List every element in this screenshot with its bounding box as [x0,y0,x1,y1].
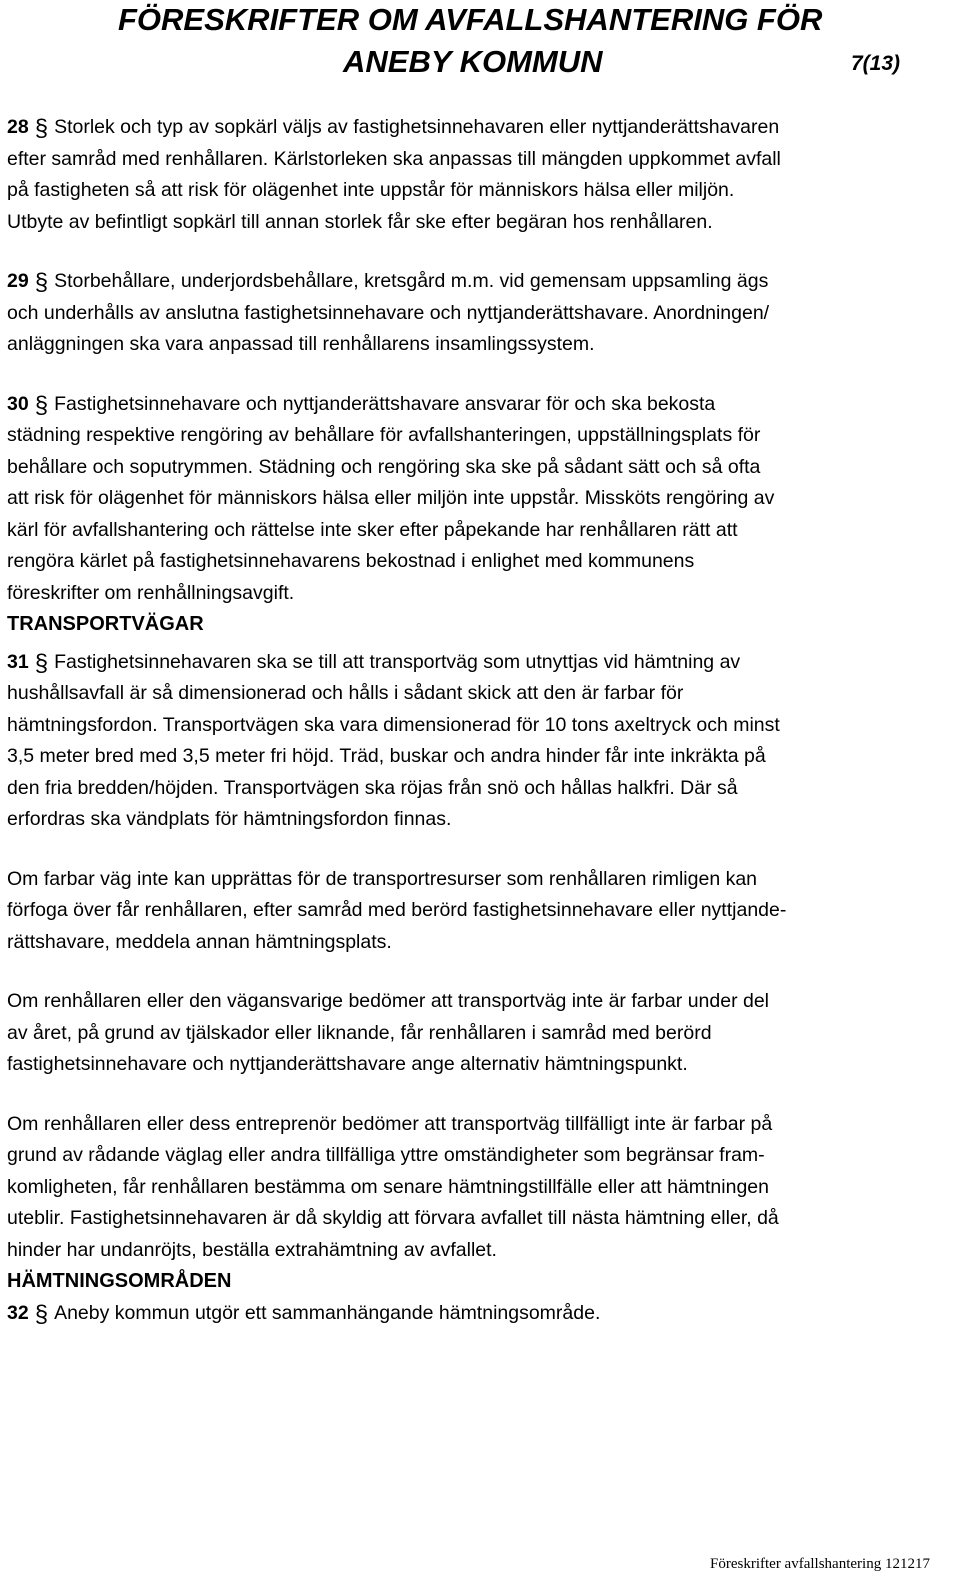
text-line: behållare och soputrymmen. Städning och rengöring ska ske på sådant sätt och så ofta [7,455,761,478]
text-line: Utbyte av befintligt sopkärl till annan storlek får ske efter begäran hos renhållaren. [7,210,713,233]
text-line: rengöra kärlet på fastighetsinnehavarens bekostnad i enlighet med kommunens [7,550,695,572]
section-number: 32 [7,1301,29,1324]
text-line: på fastigheten så att risk för olägenhet inte uppstår för människors hälsa eller miljön. [7,179,735,201]
heading-transportvagar: TRANSPORTVÄGAR [7,613,204,635]
text-line: hämtningsfordon. Transportvägen ska vara dimensionerad för 10 tons axeltryck och minst [7,713,780,736]
paragraph-seasonal-road [7,986,957,1081]
page-header [0,0,960,110]
document-title-line-1: FÖRESKRIFTER OM AVFALLSHANTERING FÖR [118,2,823,37]
text-line: städning respektive rengöring av behållare för avfallshanteringen, uppställningsplats för [7,424,761,446]
section-28 [7,112,957,238]
text-line: förfoga över får renhållaren, efter samråd med berörd fastighetsinnehavare eller nyttjande- [7,899,787,921]
text-line: fastighetsinnehavare och nyttjanderättshavare ange alternativ hämtningspunkt. [7,1053,688,1075]
section-sign-icon: § [34,115,49,142]
text-line: Om farbar väg inte kan upprättas för de transportresurser som renhållaren rimligen kan [7,867,758,890]
heading-hamtningsomraden: HÄMTNINGSOMRÅDEN [7,1270,232,1292]
text-line: 32 § Aneby kommun utgör ett sammanhängande hämtningsområde. [7,1300,601,1328]
text-line: 29 § Storbehållare, underjordsbehållare, kretsgård m.m. vid gemensam uppsamling ägs [7,269,769,296]
section-sign-icon: § [34,269,49,296]
text-line: komligheten, får renhållaren bestämma om senare hämtningstillfälle eller att hämtningen [7,1175,769,1198]
document-body [7,110,957,1329]
section-number: 29 [7,270,29,292]
text-line: 3,5 meter bred med 3,5 meter fri höjd. Träd, buskar och andra hinder får inte inkräkta på [7,745,766,767]
text-line: anläggningen ska vara anpassad till renhållarens insamlingssystem. [7,333,595,355]
section-number: 31 [7,650,29,673]
text-line: 31 § Fastighetsinnehavaren ska se till att transportväg som utnyttjas vid hämtning av [7,649,741,677]
section-30 [7,389,957,610]
paragraph-alternate-pickup [7,864,957,959]
text-line: kärl för avfallshantering och rättelse inte sker efter påpekande har renhållaren rätt att [7,518,738,541]
text-line: av året, på grund av tjälskador eller liknande, får renhållaren i samråd med berörd [7,1021,712,1044]
section-31 [7,647,957,836]
section-number: 28 [7,116,29,138]
text-line: 28 § Storlek och typ av sopkärl väljs av fastighetsinnehavaren eller nyttjanderättshavaren [7,115,780,142]
section-32 [7,1298,957,1330]
text-line: erfordras ska vändplats för hämtningsfordon finnas. [7,808,452,830]
document-title-line-2: ANEBY KOMMUN [343,44,603,79]
text-line: den fria bredden/höjden. Transportvägen ska röjas från snö och hållas halkfri. Där så [7,776,738,799]
text-line: efter samråd med renhållaren. Kärlstorleken ska anpassas till mängden uppkommet avfall [7,147,781,170]
paragraph-temporary-road [7,1109,957,1267]
text-line: rättshavare, meddela annan hämtningsplats. [7,930,392,953]
section-sign-icon: § [34,649,49,677]
section-number: 30 [7,392,29,415]
text-line: hinder har undanröjts, beställa extrahämtning av avfallet. [7,1238,497,1261]
text-line: uteblir. Fastighetsinnehavaren är då skyldig att förvara avfallet till nästa hämtning eller, då [7,1207,779,1229]
text-line: att risk för olägenhet för människors hälsa eller miljön inte uppstår. Missköts rengöring av [7,487,775,509]
text-line: Om renhållaren eller den vägansvarige bedömer att transportväg inte är farbar under del [7,990,770,1012]
text-line: föreskrifter om renhållningsavgift. [7,581,295,604]
text-line: 30 § Fastighetsinnehavare och nyttjanderättshavare ansvarar för och ska bekosta [7,391,716,419]
section-sign-icon: § [34,1300,49,1328]
text-line: hushållsavfall är så dimensionerad och hålls i sådant skick att den är farbar för [7,682,684,704]
section-29 [7,266,957,361]
section-sign-icon: § [34,391,49,419]
page-footer: Föreskrifter avfallshantering 121217 [710,1556,930,1572]
text-line: grund av rådande väglag eller andra tillfälliga yttre omständigheter som begränsar fram- [7,1144,765,1166]
text-line: och underhålls av anslutna fastighetsinnehavare och nyttjanderättshavare. Anordningen/ [7,301,770,324]
page-number: 7(13) [851,52,901,75]
text-line: Om renhållaren eller dess entreprenör bedömer att transportväg tillfälligt inte är farbar på [7,1112,773,1135]
